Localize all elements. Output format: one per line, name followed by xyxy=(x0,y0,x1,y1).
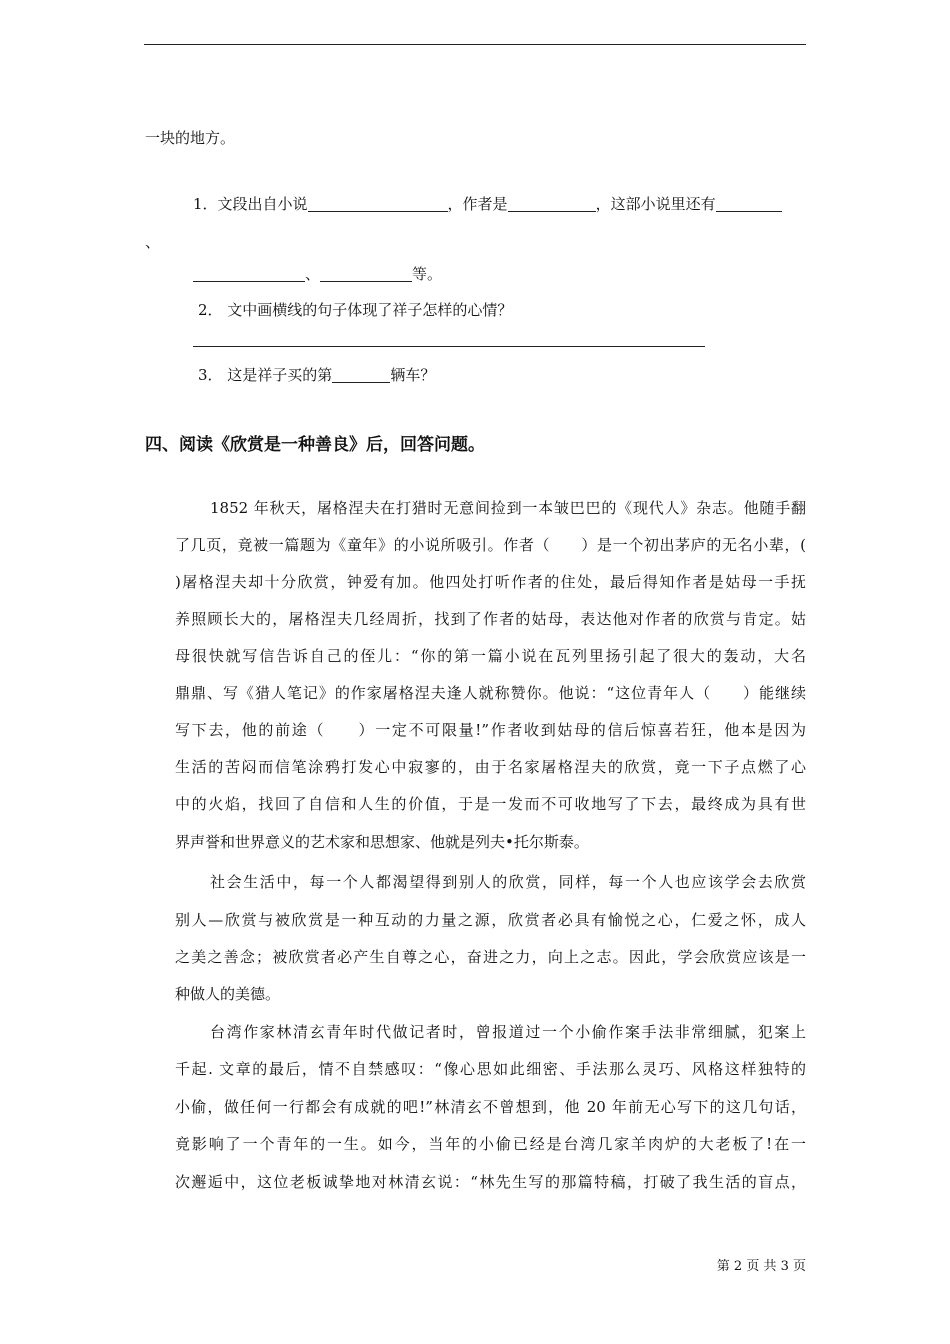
passage-line: 社会生活中，每一个人都渴望得到别人的欣赏，同样，每一个人也应该学会去欣赏 xyxy=(210,873,806,891)
passage-line: 生活的苦闷而信笔涂鸦打发心中寂寥的，由于名家屠格涅夫的欣赏，竟一下子点燃了心 xyxy=(175,758,806,776)
passage-line: 了几页，竟被一篇题为《童年》的小说所吸引。作者（ ）是一个初出茅庐的无名小辈，( xyxy=(175,536,806,554)
passage-line: 之美之善念；被欣赏者必产生自尊之心，奋进之力，向上之志。因此，学会欣赏应该是一 xyxy=(175,948,806,966)
comma-mark: 、 xyxy=(145,233,161,251)
passage-line: 台湾作家林清玄青年时代做记者时，曾报道过一个小偷作案手法非常细腻，犯案上 xyxy=(210,1023,806,1041)
question-3-pre: 3． 这是祥子买的第 xyxy=(198,366,333,384)
carryover-text: 一块的地方。 xyxy=(145,129,236,147)
author-blank[interactable] xyxy=(508,195,596,212)
character-blank-2[interactable] xyxy=(193,265,305,282)
character-blank-3[interactable] xyxy=(320,265,412,282)
passage-line: 鼎鼎、写《猎人笔记》的作家屠格涅夫逢人就称赞你。他说：“这位青年人（ ）能继续 xyxy=(175,684,806,702)
question-1-sep: 、 xyxy=(305,265,321,283)
question-3 xyxy=(198,365,435,385)
question-1-end: 等。 xyxy=(412,265,443,283)
question-2: 2． 文中画横线的句子体现了祥子怎样的心情？ xyxy=(198,301,513,319)
question-1-mid-2: ，这部小说里还有 xyxy=(595,195,716,213)
passage-line: 1852 年秋天，屠格涅夫在打猎时无意间捡到一本皱巴巴的《现代人》杂志。他随手翻 xyxy=(210,499,806,517)
question-1-line-2 xyxy=(193,264,442,284)
header-rule xyxy=(144,44,806,45)
passage-line: 界声誉和世界意义的艺术家和思想家、他就是列夫•托尔斯泰。 xyxy=(175,833,589,851)
car-count-blank[interactable] xyxy=(332,366,390,383)
section-4-title: 四、阅读《欣赏是一种善良》后，回答问题。 xyxy=(145,435,485,455)
passage-line: 竟影响了一个青年的一生。如今，当年的小偷已经是台湾几家羊肉炉的大老板了!在一 xyxy=(175,1135,806,1153)
page-number: 第 2 页 共 3 页 xyxy=(716,1259,806,1274)
question-1-line-1 xyxy=(193,194,782,214)
passage-line: 写下去，他的前途（ ）一定不可限量!”作者收到姑母的信后惊喜若狂，他本是因为 xyxy=(175,721,806,739)
passage-line: 千起. 文章的最后，情不自禁感叹：“像心思如此细密、手法那么灵巧、风格这样独特的 xyxy=(175,1060,806,1078)
passage-line: 别人—欣赏与被欣赏是一种互动的力量之源，欣赏者必具有愉悦之心，仁爱之怀，成人 xyxy=(175,911,806,929)
passage-line: 次邂逅中，这位老板诚挚地对林清玄说：“林先生写的那篇特稿，打破了我生活的盲点， xyxy=(175,1173,806,1191)
passage-line: 母很快就写信告诉自己的侄儿：“你的第一篇小说在瓦列里扬引起了很大的轰动，大名 xyxy=(175,647,806,665)
passage-line: 小偷，做任何一行都会有成就的吧!”林清玄不曾想到，他 20 年前无心写下的这几句话， xyxy=(175,1098,806,1116)
passage-line: 种做人的美德。 xyxy=(175,985,281,1003)
question-1-label: 1．文段出自小说 xyxy=(193,195,308,213)
character-blank-1[interactable] xyxy=(716,195,782,212)
passage-line: 养照顾长大的，屠格涅夫几经周折，找到了作者的姑母，表达他对作者的欣赏与肯定。姑 xyxy=(175,610,806,628)
question-3-post: 辆车？ xyxy=(390,366,436,384)
passage-line: )屠格涅夫却十分欣赏，钟爱有加。他四处打听作者的住处，最后得知作者是姑母一手抚 xyxy=(175,573,806,591)
question-1-mid-1: ，作者是 xyxy=(447,195,508,213)
novel-title-blank[interactable] xyxy=(308,195,448,212)
question-2-answer-line[interactable] xyxy=(193,346,705,347)
passage-line: 中的火焰，找回了自信和人生的价值，于是一发而不可收地写了下去，最终成为具有世 xyxy=(175,795,806,813)
